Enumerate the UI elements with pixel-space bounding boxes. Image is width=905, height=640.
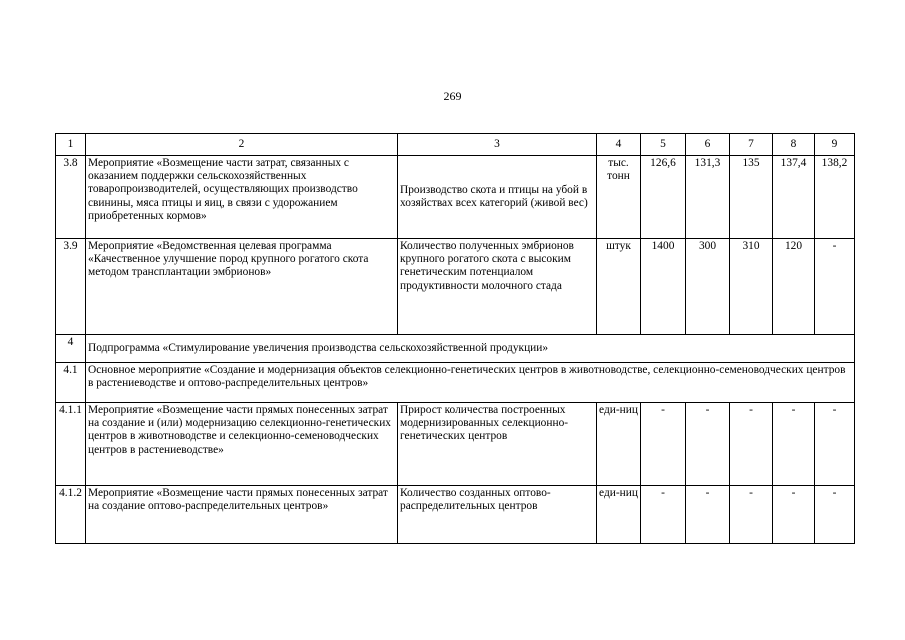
table-row	[56, 335, 855, 363]
indicator-cell: Количество полученных эмбрионов крупного рогатого скота с высоким генетическим потенциалом продуктивности молочного стада	[398, 239, 597, 335]
indicator-cell: Прирост количества построенных модернизированных селекционно-генетических центров	[398, 403, 597, 486]
value-cell: -	[641, 403, 686, 486]
table-row	[56, 239, 855, 335]
measure-cell: Мероприятие «Возмещение части прямых понесенных затрат на создание и (или) модернизацию селекционно-генетических центров в животноводстве и селекционно-семеноводческих центров в растениеводстве»	[86, 403, 398, 486]
value-cell: 1400	[641, 239, 686, 335]
unit-cell: еди-ниц	[597, 486, 641, 544]
value-cell: 126,6	[641, 156, 686, 239]
value-cell: -	[773, 403, 815, 486]
column-header: 8	[773, 134, 815, 156]
value-cell: -	[815, 239, 855, 335]
value-cell: -	[730, 486, 773, 544]
page-number: 269	[443, 89, 462, 103]
unit-cell: штук	[597, 239, 641, 335]
column-header: 3	[398, 134, 597, 156]
subprogram-cell: Подпрограмма «Стимулирование увеличения производства сельскохозяйственной продукции»	[86, 335, 855, 363]
value-cell: -	[815, 486, 855, 544]
row-number: 3.8	[56, 156, 86, 239]
value-cell: -	[815, 403, 855, 486]
measure-cell: Мероприятие «Возмещение части затрат, связанных с оказанием поддержки сельскохозяйственных товаропроизводителей, осуществляющих производство свинины, мяса птицы и яиц, в связи с удорожанием приобретенных кормов»	[86, 156, 398, 239]
value-cell: 135	[730, 156, 773, 239]
table-row	[56, 363, 855, 403]
value-cell: 131,3	[686, 156, 730, 239]
value-cell: -	[773, 486, 815, 544]
column-header: 9	[815, 134, 855, 156]
row-number: 4.1.2	[56, 486, 86, 544]
value-cell: 120	[773, 239, 815, 335]
indicator-cell: Производство скота и птицы на убой в хозяйствах всех категорий (живой вес)	[398, 156, 597, 239]
row-number: 4	[56, 335, 86, 363]
value-cell: 137,4	[773, 156, 815, 239]
value-cell: -	[730, 403, 773, 486]
table-row	[56, 486, 855, 544]
column-header: 4	[597, 134, 641, 156]
main-measure-cell: Основное мероприятие «Создание и модернизация объектов селекционно-генетических центров в животноводстве, селекционно-семеноводческих центров в растениеводстве и оптово-распределительных центров»	[86, 363, 855, 403]
unit-cell: тыс. тонн	[597, 156, 641, 239]
unit-cell: еди-ниц	[597, 403, 641, 486]
value-cell: -	[641, 486, 686, 544]
column-header: 5	[641, 134, 686, 156]
table-row	[56, 403, 855, 486]
value-cell: 300	[686, 239, 730, 335]
value-cell: -	[686, 486, 730, 544]
indicators-table	[55, 133, 855, 544]
column-header: 7	[730, 134, 773, 156]
column-header: 2	[86, 134, 398, 156]
table-header-row	[56, 134, 855, 156]
value-cell: -	[686, 403, 730, 486]
row-number: 3.9	[56, 239, 86, 335]
row-number: 4.1.1	[56, 403, 86, 486]
measure-cell: Мероприятие «Ведомственная целевая программа «Качественное улучшение пород крупного рогатого скота методом трансплантации эмбрионов»	[86, 239, 398, 335]
column-header: 1	[56, 134, 86, 156]
value-cell: 138,2	[815, 156, 855, 239]
measure-cell: Мероприятие «Возмещение части прямых понесенных затрат на создание оптово-распределительных центров»	[86, 486, 398, 544]
table-row	[56, 156, 855, 239]
column-header: 6	[686, 134, 730, 156]
value-cell: 310	[730, 239, 773, 335]
row-number: 4.1	[56, 363, 86, 403]
indicator-cell: Количество созданных оптово-распределительных центров	[398, 486, 597, 544]
